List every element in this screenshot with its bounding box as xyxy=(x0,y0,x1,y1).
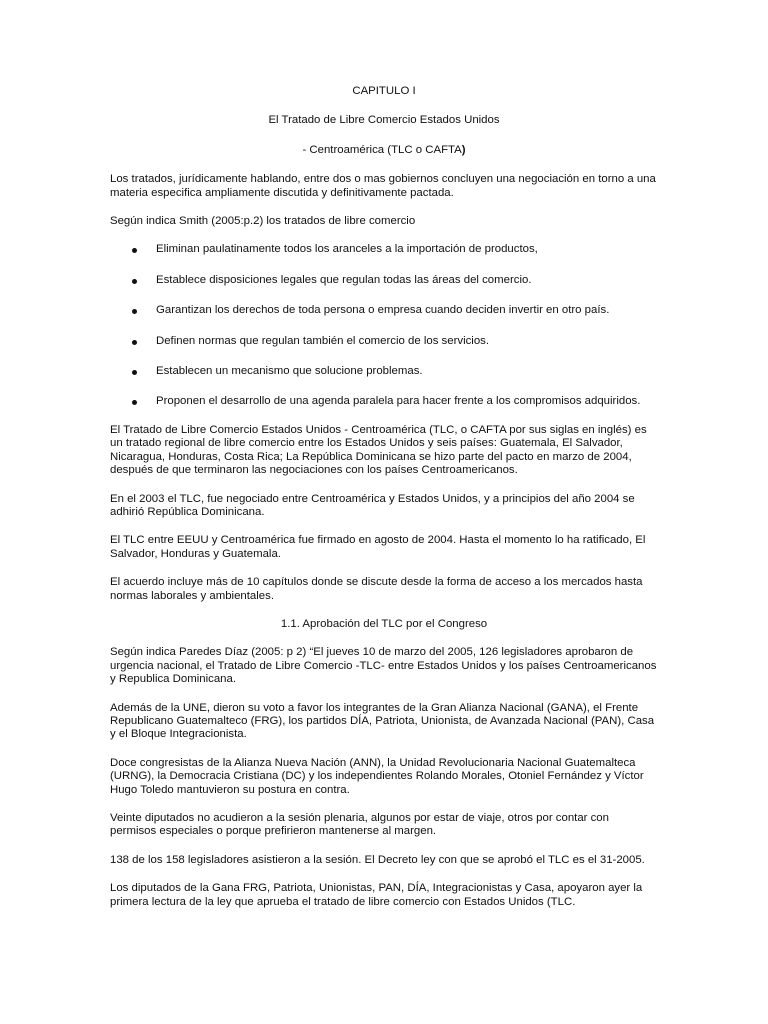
list-item xyxy=(110,304,658,317)
bullet-icon xyxy=(132,340,137,345)
list-item-text: Garantizan los derechos de toda persona o empresa cuando deciden invertir en otro país. xyxy=(156,304,610,317)
bullet-icon xyxy=(132,248,137,253)
paragraph-approval: Según indica Paredes Díaz (2005: p 2) “El jueves 10 de marzo del 2005, 126 legisladores aprobaron de urgencia nacional, el Tratado de Libre Comercio -TLC- entre Estados Unidos y los países Centroamericanos y Republica Dominicana. xyxy=(110,646,657,686)
list-item-text: Definen normas que regulan también el comercio de los servicios. xyxy=(156,334,490,347)
document-title-line2-text: - Centroamérica (TLC o CAFTA xyxy=(302,143,462,156)
document-page xyxy=(110,85,658,924)
paragraph-attendance: 138 de los 158 legisladores asistieron a la sesión. El Decreto ley con que se aprobó el TLC es el 31-2005. xyxy=(110,853,645,866)
treaty-features-list xyxy=(110,243,658,408)
list-item xyxy=(110,274,658,287)
paragraph-votes-favor: Además de la UNE, dieron su voto a favor los integrantes de la Gran Alianza Nacional (GANA), el Frente Republicano Guatemalteco (FRG), los partidos DÍA, Patriota, Unionista, de Avanzada Nacional (PAN), Casa y el Bloque Integracionista. xyxy=(110,701,655,741)
list-item xyxy=(110,365,658,378)
list-item-text: Eliminan paulatinamente todos los aranceles a la importación de productos, xyxy=(156,243,538,256)
list-item-text: Establecen un mecanismo que solucione problemas. xyxy=(156,365,423,378)
paragraph-chapters: El acuerdo incluye más de 10 capítulos donde se discute desde la forma de acceso a los mercados hasta normas laborales y ambientales. xyxy=(110,576,643,602)
document-title-line2 xyxy=(110,144,658,157)
bullet-icon xyxy=(132,279,137,284)
list-item xyxy=(110,243,658,256)
list-item-text: Proponen el desarrollo de una agenda paralela para hacer frente a los compromisos adquiridos. xyxy=(156,395,641,408)
section-heading: 1.1. Aprobación del TLC por el Congreso xyxy=(280,617,488,630)
paragraph-signing-2004: El TLC entre EEUU y Centroamérica fue firmado en agosto de 2004. Hasta el momento lo ha ratificado, El Salvador, Honduras y Guatemala. xyxy=(110,534,646,560)
chapter-title: CAPITULO I xyxy=(352,85,416,97)
list-item xyxy=(110,395,658,408)
list-item-text: Establece disposiciones legales que regulan todas las áreas del comercio. xyxy=(156,273,532,286)
bullet-icon xyxy=(132,400,137,405)
smith-intro-paragraph: Según indica Smith (2005:p.2) los tratados de libre comercio xyxy=(110,215,416,228)
paragraph-negotiation-2003: En el 2003 el TLC, fue negociado entre Centroamérica y Estados Unidos, y a principios del año 2004 se adhirió República Dominicana. xyxy=(110,492,635,518)
paragraph-votes-against: Doce congresistas de la Alianza Nueva Nación (ANN), la Unidad Revolucionaria Nacional Guatemalteca (URNG), la Democracia Cristiana (DC) y los independientes Rolando Morales, Otoniel Fernández y Víctor Hugo Toledo mantuvieron su postura en contra. xyxy=(110,756,644,796)
bullet-icon xyxy=(132,370,137,375)
paragraph-cafta-definition: El Tratado de Libre Comercio Estados Unidos - Centroamérica (TLC, o CAFTA por sus siglas en inglés) es un tratado regional de libre comercio entre los Estados Unidos y seis países: Guatemala, El Salvador, Nicaragua, Honduras, Costa Rica; La República Dominicana se hizo parte del pacto en marzo de 2004, después de que terminaron las negociaciones con los países Centroamericanos. xyxy=(110,423,647,477)
document-title-line1: El Tratado de Libre Comercio Estados Unidos xyxy=(268,114,500,127)
list-item xyxy=(110,335,658,348)
intro-paragraph: Los tratados, jurídicamente hablando, entre dos o mas gobiernos concluyen una negociación en torno a una materia especifica ampliamente discutida y definitivamente pactada. xyxy=(110,173,656,199)
bullet-icon xyxy=(132,309,137,314)
paragraph-absent: Veinte diputados no acudieron a la sesión plenaria, algunos por estar de viaje, otros por contar con permisos especiales o porque prefirieron mantenerse al margen. xyxy=(110,812,609,838)
paragraph-first-reading: Los diputados de la Gana FRG, Patriota, Unionistas, PAN, DÍA, Integracionistas y Casa, apoyaron ayer la primera lectura de la ley que aprueba el tratado de libre comercio con Estados Unidos (TLC. xyxy=(110,882,643,908)
document-title-line2-paren: ) xyxy=(461,143,466,156)
